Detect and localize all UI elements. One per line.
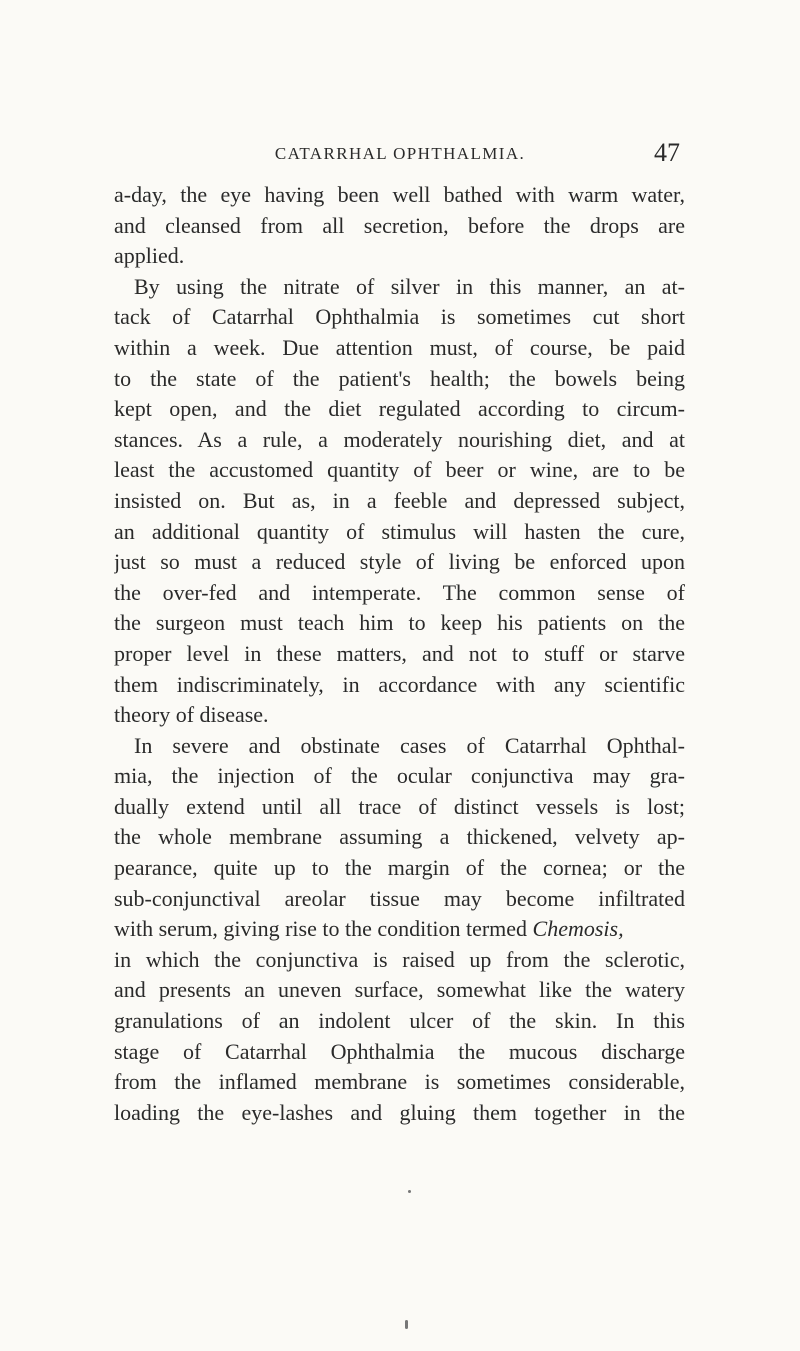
text-line: pearance, quite up to the margin of the cornea; or the [114,855,685,881]
running-title: CATARRHAL OPHTHALMIA. [274,144,526,163]
text-line: theory of disease. [114,702,269,728]
text-line: from the inflamed membrane is sometimes considerable, [114,1069,685,1095]
text-line: in which the conjunctiva is raised up from the sclerotic, [114,946,685,972]
text-line: just so must a reduced style of living be enforced upon [114,549,685,575]
paper-speck [405,1320,408,1329]
body-text [114,180,685,1128]
text-line-part: with serum, giving rise to the condition termed [114,916,528,942]
page-number: 47 [654,138,680,167]
text-line: applied. [114,243,185,269]
text-line: within a week. Due attention must, of course, be paid [114,334,685,360]
paragraph-start-line: In severe and obstinate cases of Catarrhal Ophthal- [134,732,685,758]
text-line: granulations of an indolent ulcer of the skin. In this [114,1008,685,1034]
text-line: loading the eye-lashes and gluing them together in the [114,1099,685,1125]
text-line: dually extend until all trace of distinct vessels is lost; [114,793,685,819]
text-line: and cleansed from all secretion, before the drops are [114,212,685,238]
text-line: to the state of the patient's health; the bowels being [114,365,685,391]
text-line: an additional quantity of stimulus will hasten the cure, [114,518,685,544]
text-line: the whole membrane assuming a thickened, velvety ap- [114,824,685,850]
italic-term-chemosis: Chemosis, [532,916,624,942]
text-line: the surgeon must teach him to keep his patients on the [114,610,685,636]
paper-speck [408,1190,411,1193]
text-line: the over-fed and intemperate. The common sense of [114,579,685,605]
text-line: least the accustomed quantity of beer or wine, are to be [114,457,685,483]
text-line: kept open, and the diet regulated according to circum- [114,396,685,422]
text-line: a-day, the eye having been well bathed with warm water, [114,182,685,207]
text-line: insisted on. But as, in a feeble and depressed subject, [114,487,685,513]
text-line: stage of Catarrhal Ophthalmia the mucous discharge [114,1038,685,1064]
text-line: tack of Catarrhal Ophthalmia is sometimes cut short [114,304,685,330]
text-line: stances. As a rule, a moderately nourishing diet, and at [114,426,685,452]
text-line: and presents an uneven surface, somewhat like the watery [114,977,685,1003]
text-line: them indiscriminately, in accordance with any scientific [114,671,685,697]
text-line: proper level in these matters, and not to stuff or starve [114,640,685,666]
running-head [120,138,680,168]
text-line: sub-conjunctival areolar tissue may become infiltrated [114,885,685,911]
text-line: mia, the injection of the ocular conjunctiva may gra- [114,763,685,789]
paragraph-start-line: By using the nitrate of silver in this manner, an at- [134,273,685,299]
text-line-with-term [114,914,685,945]
